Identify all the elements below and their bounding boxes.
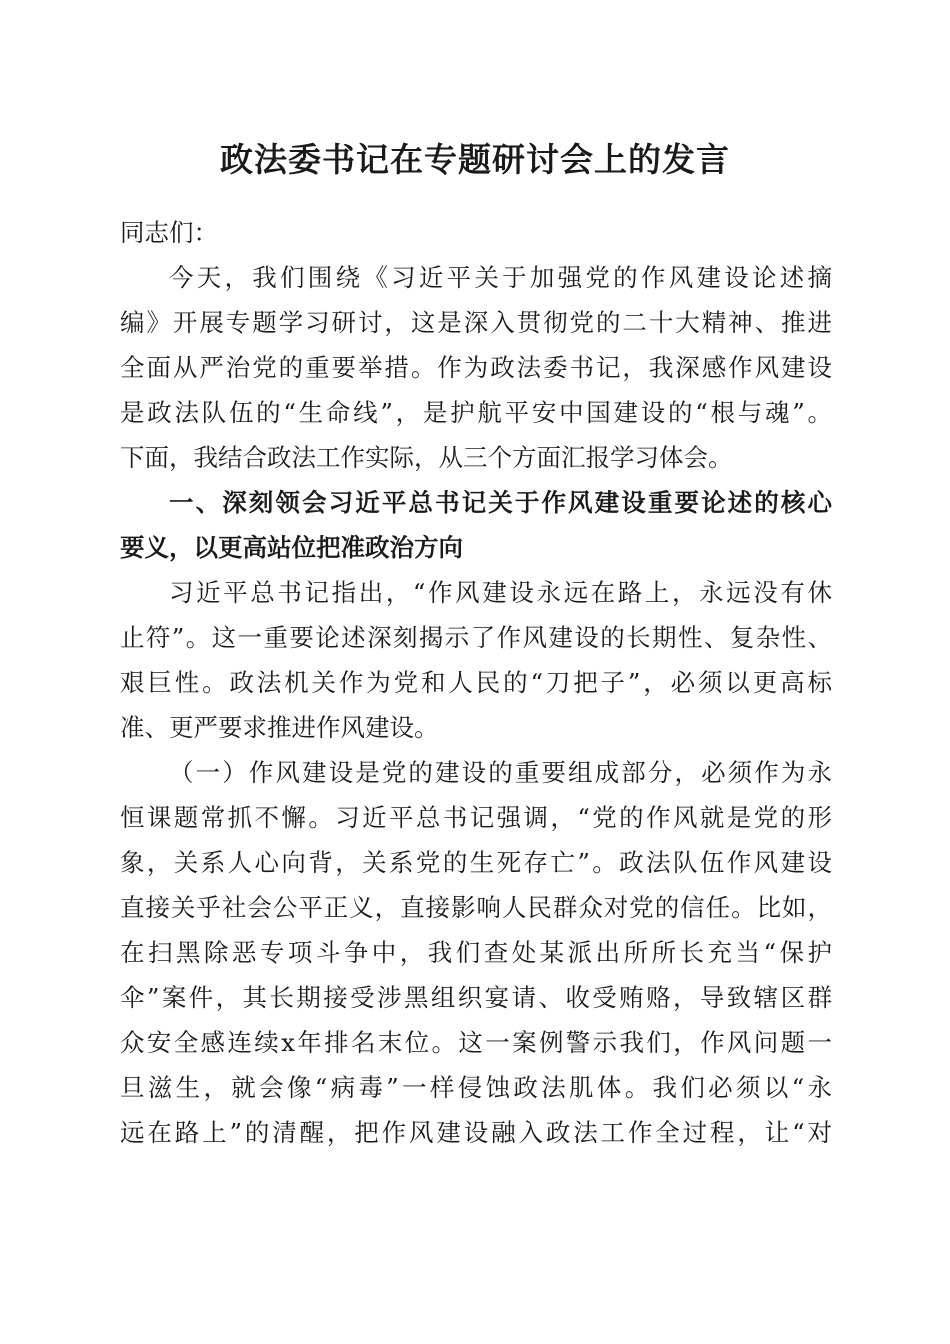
paragraph-line: 远在路上”的清醒，把作风建设融入政法工作全过程，让“对: [120, 1118, 832, 1147]
paragraph-line: 恒课题常抓不懈。习近平总书记强调，“党的作风就是党的形: [120, 803, 832, 832]
paragraph-line: 全面从严治党的重要举措。作为政法委书记，我深感作风建设: [120, 353, 832, 382]
paragraph-line: 旦滋生，就会像“病毒”一样侵蚀政法肌体。我们必须以“永: [120, 1073, 832, 1102]
paragraph-line: 止符”。这一重要论述深刻揭示了作风建设的长期性、复杂性、: [120, 623, 832, 652]
section-heading-line: 要义，以更高站位把准政治方向: [120, 533, 463, 562]
subsection-line: （一）作风建设是党的建设的重要组成部分，必须作为永: [169, 758, 832, 787]
document-body: [120, 210, 832, 1155]
paragraph-line: 习近平总书记指出，“作风建设永远在路上，永远没有休: [169, 578, 832, 607]
paragraph-line: 象，关系人心向背，关系党的生死存亡”。政法队伍作风建设: [120, 848, 832, 877]
salutation: 同志们：: [120, 218, 218, 247]
paragraph-line: 是政法队伍的“生命线”，是护航平安中国建设的“根与魂”。: [120, 398, 832, 427]
paragraph-line: 今天，我们围绕《习近平关于加强党的作风建设论述摘: [169, 263, 832, 292]
paragraph-line: 在扫黑除恶专项斗争中，我们查处某派出所所长充当“保护: [120, 938, 832, 967]
paragraph-line: 下面，我结合政法工作实际，从三个方面汇报学习体会。: [120, 443, 733, 472]
paragraph-line: 众安全感连续x年排名末位。这一案例警示我们，作风问题一: [120, 1028, 832, 1057]
paragraph-line: 伞”案件，其长期接受涉黑组织宴请、收受贿赂，导致辖区群: [120, 983, 832, 1012]
paragraph-line: 直接关乎社会公平正义，直接影响人民群众对党的信任。比如，: [120, 893, 832, 922]
document-title: 政法委书记在专题研讨会上的发言: [220, 140, 730, 179]
paragraph-line: 艰巨性。政法机关作为党和人民的“刀把子”，必须以更高标: [120, 668, 832, 697]
section-heading-line: 一、深刻领会习近平总书记关于作风建设重要论述的核心: [169, 488, 832, 517]
paragraph-line: 准、更严要求推进作风建设。: [120, 713, 439, 742]
paragraph-line: 编》开展专题学习研讨，这是深入贯彻党的二十大精神、推进: [120, 308, 832, 337]
